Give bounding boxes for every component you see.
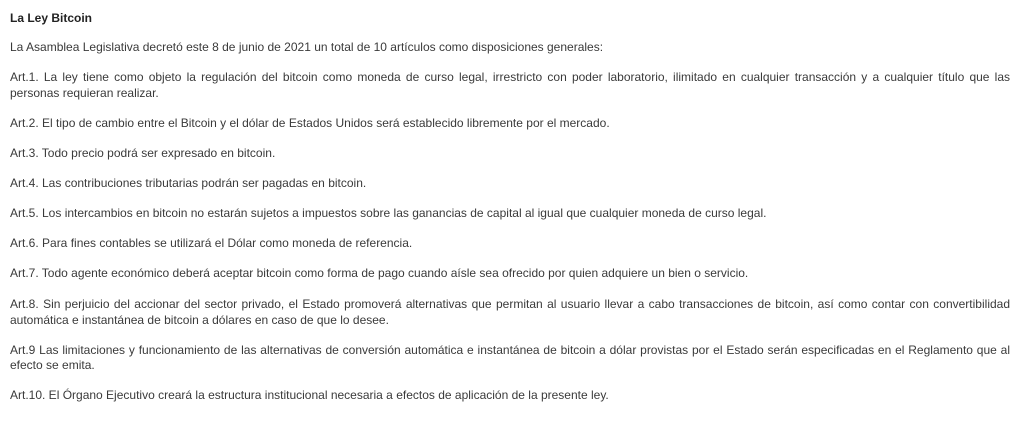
article-4: Art.4. Las contribuciones tributarias podrán ser pagadas en bitcoin. <box>10 176 367 190</box>
article-1: Art.1. La ley tiene como objeto la regulación del bitcoin como moneda de curso legal, irrestricto con poder laboratorio, ilimitado en cualquier transacción y a cualquier título que las personas requieran realizar. <box>10 70 1010 100</box>
article-6: Art.6. Para fines contables se utilizará el Dólar como moneda de referencia. <box>10 236 413 250</box>
article-3: Art.3. Todo precio podrá ser expresado en bitcoin. <box>10 146 276 160</box>
intro-paragraph: La Asamblea Legislativa decretó este 8 de junio de 2021 un total de 10 artículos como disposiciones generales: <box>10 40 604 54</box>
articles-list <box>10 69 1010 403</box>
page-title: La Ley Bitcoin <box>10 11 93 25</box>
article-2: Art.2. El tipo de cambio entre el Bitcoin y el dólar de Estados Unidos será establecido libremente por el mercado. <box>10 116 610 130</box>
article-8: Art.8. Sin perjuicio del accionar del sector privado, el Estado promoverá alternativas que permitan al usuario llevar a cabo transacciones de bitcoin, así como contar con convertibilidad automática e instantánea de bitcoin a dólares en caso de que lo desee. <box>10 297 1010 327</box>
article-10: Art.10. El Órgano Ejecutivo creará la estructura institucional necesaria a efectos de aplicación de la presente ley. <box>10 388 609 402</box>
article-7: Art.7. Todo agente económico deberá aceptar bitcoin como forma de pago cuando aísle sea ofrecido por quien adquiere un bien o servicio. <box>10 266 749 280</box>
article-5: Art.5. Los intercambios en bitcoin no estarán sujetos a impuestos sobre las ganancias de capital al igual que cualquier moneda de curso legal. <box>10 206 767 220</box>
article-9: Art.9 Las limitaciones y funcionamiento de las alternativas de conversión automática e instantánea de bitcoin a dólar provistas por el Estado serán especificadas en el Reglamento que al efecto se emita. <box>10 343 1010 372</box>
